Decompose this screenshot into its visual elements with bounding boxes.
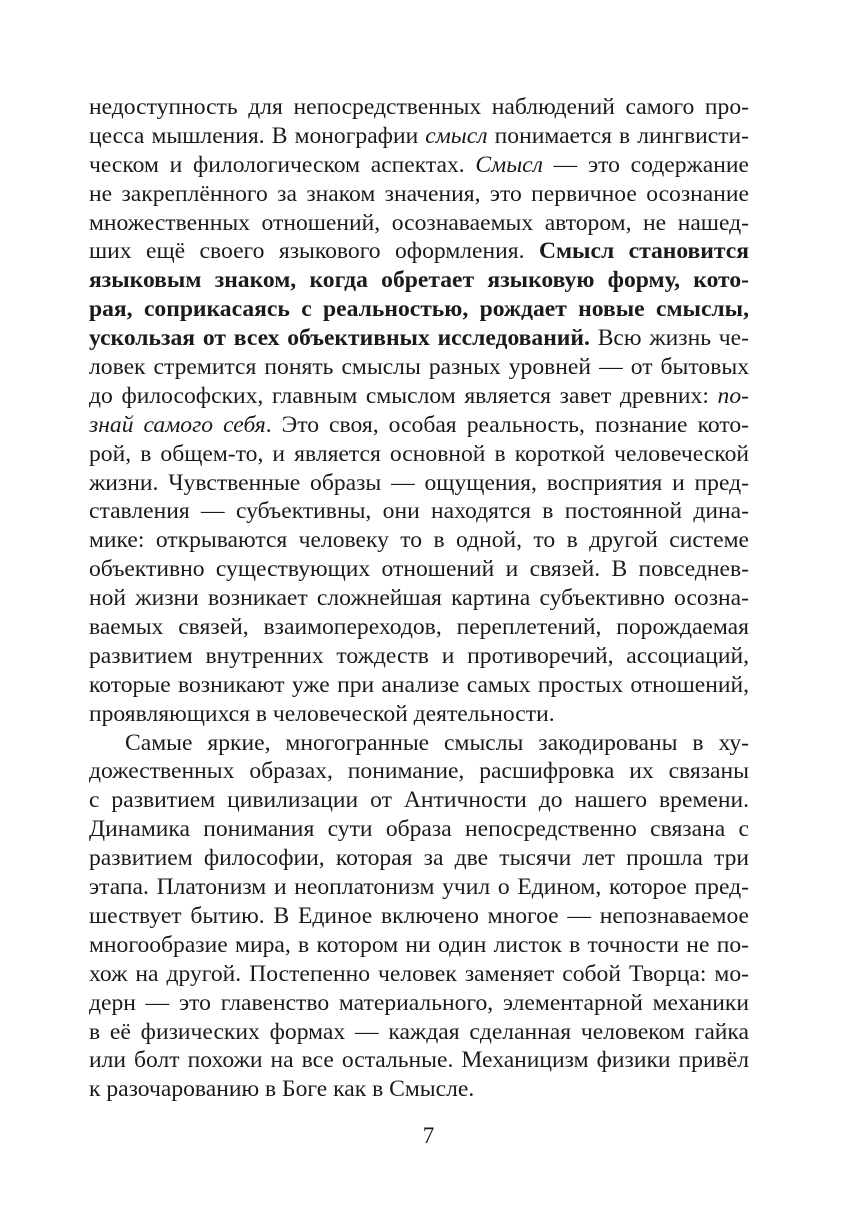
text-run: понимается в лингвисти- [487,122,749,149]
text-line [89,555,749,584]
bold-text: Смысл становится [538,238,749,265]
italic-text: смысл [425,122,488,149]
text-run: ставления — субъективны, они находятся в постоянной дина- [89,498,749,525]
paragraph [89,729,749,1105]
text-line [89,671,749,700]
bold-text: рая, соприкасаясь с реальностью, рождает новые смыслы, [89,296,749,323]
text-line [89,411,749,440]
text-run: рой, в общем-то, и является основной в короткой человеческой [89,440,749,467]
text-line [89,989,749,1018]
text-run: развитием внутренних тождеств и противоречий, ассоциаций, [89,642,749,669]
text-run: Самые яркие, многогранные смыслы закодированы в ху- [125,729,749,756]
text-line [89,613,749,642]
text-run: которые возникают уже при анализе самых простых отношений, [89,671,749,698]
text-line [89,729,749,758]
text-line [89,1018,749,1047]
text-line [89,844,749,873]
text-run: дерн — это главенство материального, элементарной механики [89,989,749,1016]
text-line [89,180,749,209]
text-run: дожественных образах, понимание, расшифровка их связаны [89,758,749,785]
text-run: проявляющихся в человеческой деятельности. [89,700,555,727]
text-run: многообразие мира, в котором ни один листок в точности не по- [89,931,749,958]
text-run: или болт похожи на все остальные. Механицизм физики привёл [89,1047,749,1074]
text-run: хож на другой. Постепенно человек заменяет собой Творца: мо- [89,960,749,987]
bold-text: языковым знаком, когда обретает языковую форму, кото- [89,267,749,294]
text-run: в её физических формах — каждая сделанная человеком гайка [89,1018,749,1045]
text-line [89,757,749,786]
paragraph [89,93,749,729]
text-line [89,786,749,815]
bold-text: ускользая от всех объективных исследований. [89,325,590,352]
text-line [89,960,749,989]
italic-text: по- [717,382,749,409]
text-run: ческом и филологическом аспектах. [89,151,476,178]
text-run: к разочарованию в Боге как в Смысле. [89,1076,475,1103]
text-run: Всю жизнь че- [589,325,749,352]
text-run: развитием философии, которая за две тысячи лет прошла три [89,845,749,872]
text-run: жизни. Чувственные образы — ощущения, восприятия и пред- [89,469,749,496]
text-line [89,324,749,353]
text-run: . Это своя, особая реальность, познание кото- [265,411,749,438]
text-line [89,497,749,526]
text-line [89,1046,749,1075]
italic-text: Смысл [475,151,543,178]
text-line [89,902,749,931]
text-line [89,295,749,324]
text-run: — это содержание [542,151,749,178]
text-run: ловек стремится понять смыслы разных уровней — от бытовых [89,354,749,381]
text-run: объективно существующих отношений и связей. В повседнев- [89,556,749,583]
text-line [89,584,749,613]
text-line [89,122,749,151]
text-run: недоступность для непосредственных наблюдений самого про- [89,94,749,120]
text-line [89,209,749,238]
text-line [89,266,749,295]
text-line [89,469,749,498]
text-run: не закреплённого за знаком значения, это первичное осознание [89,180,749,207]
text-line [89,93,749,122]
text-line [89,931,749,960]
text-line [89,700,749,729]
text-line [89,440,749,469]
text-run: Динамика понимания сути образа непосредственно связана с [89,816,749,843]
text-line [89,815,749,844]
text-run: ваемых связей, взаимопереходов, переплетений, порождаемая [89,614,749,641]
text-line [89,642,749,671]
text-run: множественных отношений, осознаваемых автором, не нашед- [89,209,749,236]
text-run: мике: открываются человеку то в одной, то в другой системе [89,527,749,554]
text-run: до философских, главным смыслом является завет древних: [89,382,718,409]
text-line [89,151,749,180]
page-number: 7 [422,1123,435,1148]
text-run: шествует бытию. В Единое включено многое — непознаваемое [89,902,749,929]
body-text [89,93,749,1104]
text-line [89,382,749,411]
text-run: ной жизни возникает сложнейшая картина субъективно осозна- [89,585,749,612]
text-line [89,526,749,555]
text-run: ших ещё своего языкового оформления. [89,238,539,265]
text-line [89,237,749,266]
text-run: этапа. Платонизм и неоплатонизм учил о Едином, которое пред- [89,874,749,901]
italic-text: знай самого себя [89,411,266,438]
text-run: цесса мышления. В монографии [89,122,426,149]
text-line [89,353,749,382]
text-run: с развитием цивилизации от Античности до нашего времени. [89,787,749,814]
text-line [89,1075,749,1104]
text-line [89,873,749,902]
